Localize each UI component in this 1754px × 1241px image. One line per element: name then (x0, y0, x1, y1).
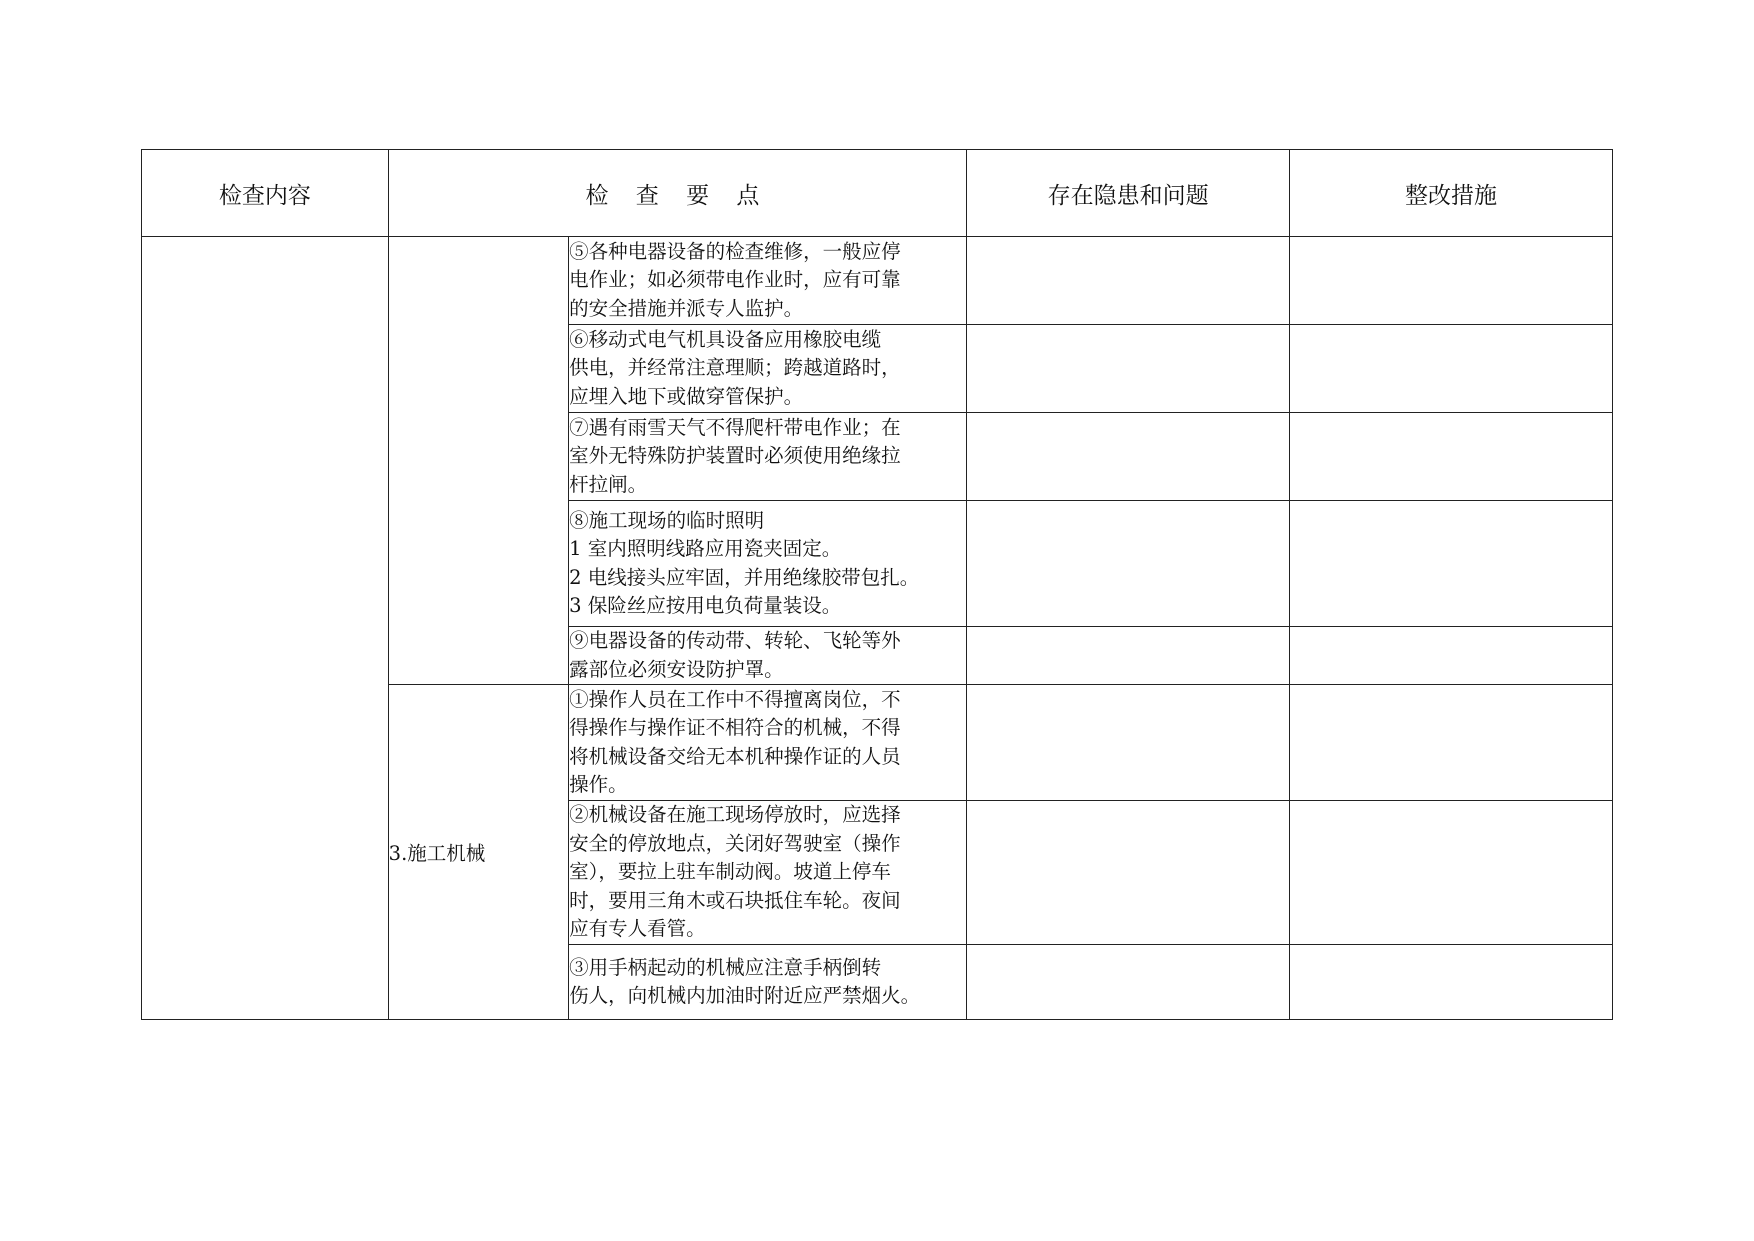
header-hazards: 存在隐患和问题 (967, 150, 1290, 237)
header-rectification: 整改措施 (1290, 150, 1613, 237)
measure-cell (1290, 627, 1613, 685)
measure-cell (1290, 801, 1613, 945)
check-point: ②机械设备在施工现场停放时，应选择 安全的停放地点，关闭好驾驶室（操作 室），要拉上驻车制动阀。坡道上停车 时，要用三角木或石块抵住车轮。夜间 应有专人看管。 (569, 801, 967, 945)
hazard-cell (967, 413, 1290, 501)
check-point: ⑨电器设备的传动带、转轮、飞轮等外 露部位必须安设防护罩。 (569, 627, 967, 685)
measure-cell (1290, 945, 1613, 1020)
check-point: ③用手柄起动的机械应注意手柄倒转 伤人，向机械内加油时附近应严禁烟火。 (569, 945, 967, 1020)
hazard-cell (967, 801, 1290, 945)
measure-cell (1290, 413, 1613, 501)
hazard-cell (967, 945, 1290, 1020)
check-point: ⑥移动式电气机具设备应用橡胶电缆 供电，并经常注意理顺；跨越道路时， 应埋入地下或做穿管保护。 (569, 325, 967, 413)
check-point: ⑤各种电器设备的检查维修，一般应停 电作业；如必须带电作业时，应有可靠 的安全措施并派专人监护。 (569, 237, 967, 325)
hazard-cell (967, 237, 1290, 325)
measure-cell (1290, 501, 1613, 627)
table-header-row (142, 150, 1613, 237)
hazard-cell (967, 325, 1290, 413)
header-check-content: 检查内容 (142, 150, 389, 237)
check-content-cell (142, 237, 389, 1020)
hazard-cell (967, 627, 1290, 685)
hazard-cell (967, 501, 1290, 627)
table-row (142, 237, 1613, 325)
measure-cell (1290, 237, 1613, 325)
check-point: ⑦遇有雨雪天气不得爬杆带电作业；在 室外无特殊防护装置时必须使用绝缘拉 杆拉闸。 (569, 413, 967, 501)
check-point: ⑧施工现场的临时照明 1 室内照明线路应用瓷夹固定。 2 电线接头应牢固，并用绝缘胶带包扎。 3 保险丝应按用电负荷量装设。 (569, 501, 967, 627)
sub-item-label (388, 237, 568, 685)
inspection-table (141, 149, 1613, 1020)
header-check-points: 检 查 要 点 (388, 150, 967, 237)
measure-cell (1290, 325, 1613, 413)
hazard-cell (967, 685, 1290, 801)
sub-item-label: 3.施工机械 (388, 685, 568, 1020)
check-point: ①操作人员在工作中不得擅离岗位，不 得操作与操作证不相符合的机械，不得 将机械设备交给无本机种操作证的人员 操作。 (569, 685, 967, 801)
measure-cell (1290, 685, 1613, 801)
